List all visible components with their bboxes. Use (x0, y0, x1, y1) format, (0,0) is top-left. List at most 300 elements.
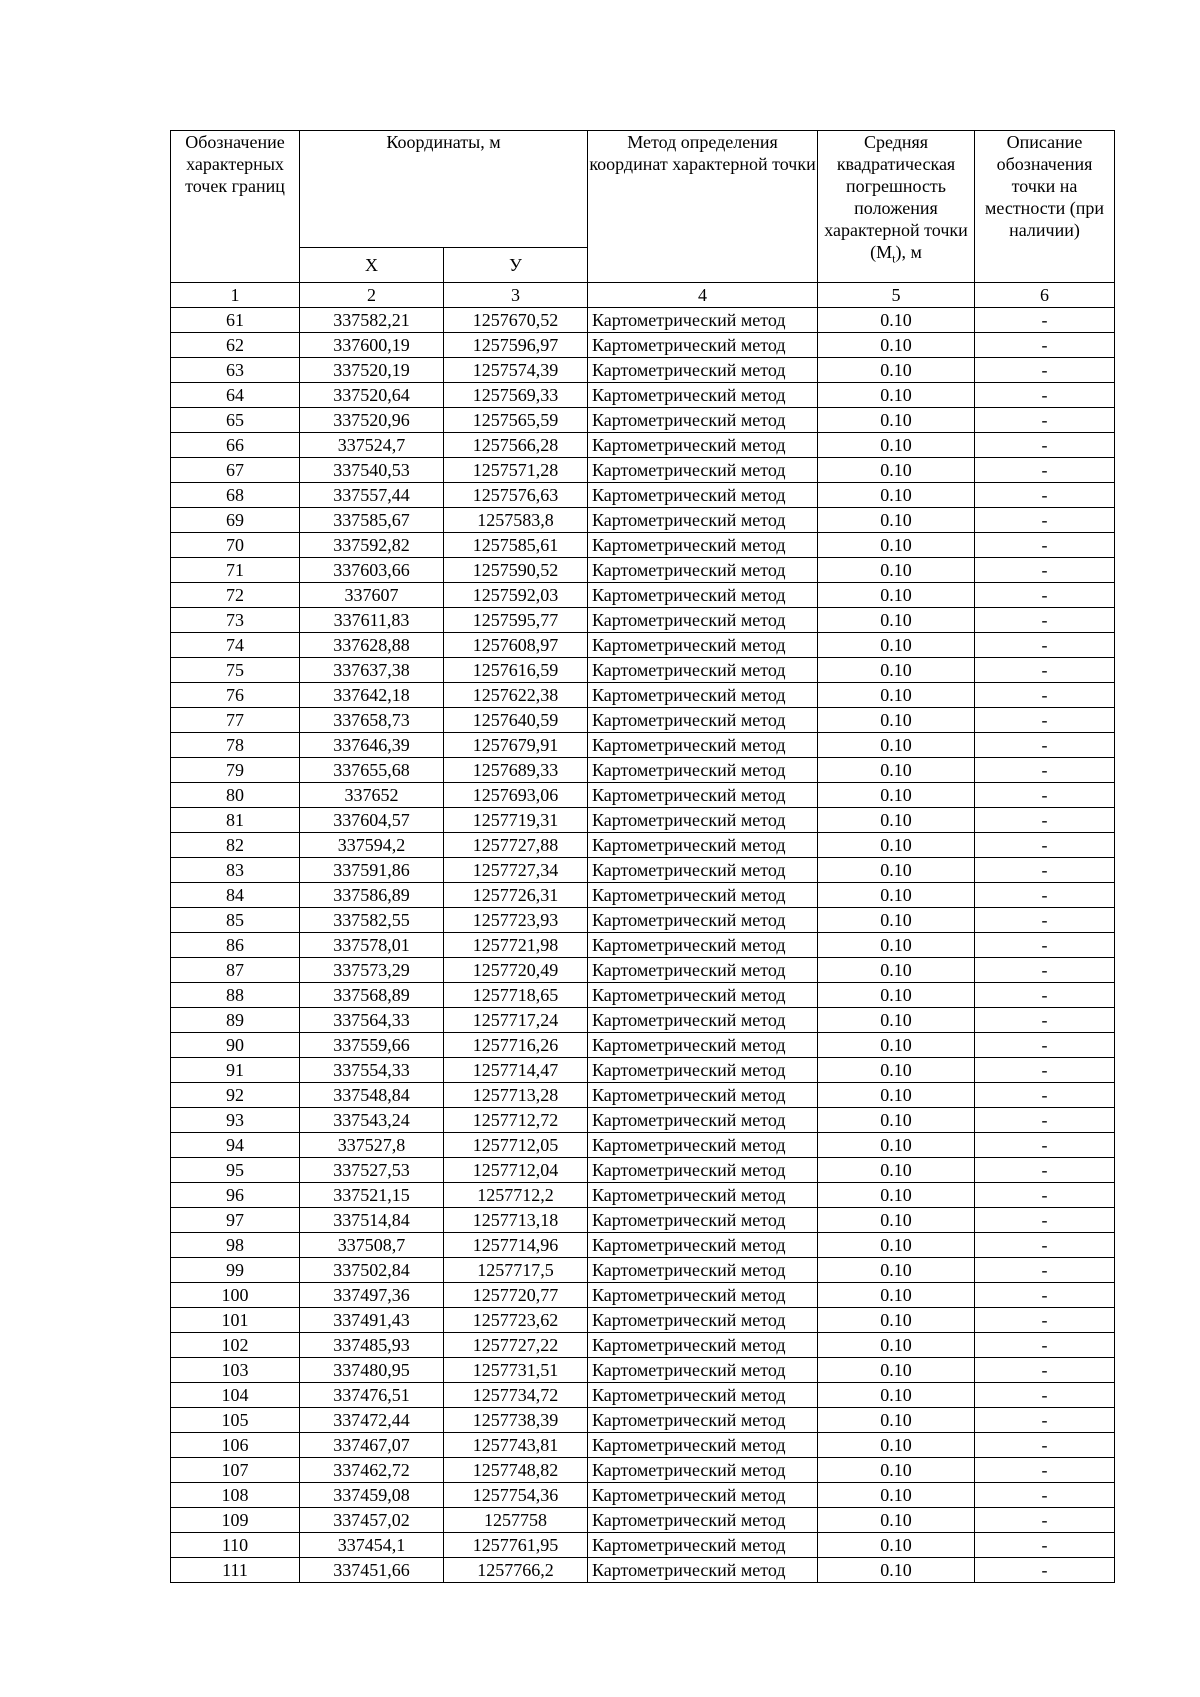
point-number-cell: 91 (171, 1058, 300, 1083)
point-number-cell: 103 (171, 1358, 300, 1383)
table-row (171, 483, 1115, 508)
error-cell: 0.10 (818, 1383, 975, 1408)
error-cell: 0.10 (818, 808, 975, 833)
error-cell: 0.10 (818, 908, 975, 933)
point-number-cell: 105 (171, 1408, 300, 1433)
x-coordinate-cell: 337578,01 (300, 933, 444, 958)
point-number-cell: 81 (171, 808, 300, 833)
error-cell: 0.10 (818, 758, 975, 783)
y-coordinate-cell: 1257571,28 (444, 458, 588, 483)
y-coordinate-cell: 1257738,39 (444, 1408, 588, 1433)
description-cell: - (975, 983, 1115, 1008)
y-coordinate-cell: 1257712,04 (444, 1158, 588, 1183)
x-coordinate-cell: 337607 (300, 583, 444, 608)
y-coordinate-cell: 1257713,28 (444, 1083, 588, 1108)
method-cell: Картометрический метод (588, 883, 818, 908)
method-cell: Картометрический метод (588, 1158, 818, 1183)
description-cell: - (975, 883, 1115, 908)
description-cell: - (975, 933, 1115, 958)
description-cell: - (975, 408, 1115, 433)
y-coordinate-cell: 1257714,96 (444, 1233, 588, 1258)
method-cell: Картометрический метод (588, 1333, 818, 1358)
error-cell: 0.10 (818, 858, 975, 883)
method-cell: Картометрический метод (588, 1008, 818, 1033)
description-cell: - (975, 708, 1115, 733)
y-coordinate-cell: 1257712,05 (444, 1133, 588, 1158)
error-cell: 0.10 (818, 733, 975, 758)
method-cell: Картометрический метод (588, 358, 818, 383)
description-cell: - (975, 1158, 1115, 1183)
y-coordinate-cell: 1257717,24 (444, 1008, 588, 1033)
method-cell: Картометрический метод (588, 333, 818, 358)
table-row (171, 1408, 1115, 1433)
description-cell: - (975, 433, 1115, 458)
table-row (171, 308, 1115, 333)
error-cell: 0.10 (818, 683, 975, 708)
y-coordinate-cell: 1257569,33 (444, 383, 588, 408)
point-number-cell: 61 (171, 308, 300, 333)
table-row (171, 658, 1115, 683)
point-number-cell: 82 (171, 833, 300, 858)
error-cell: 0.10 (818, 783, 975, 808)
y-coordinate-cell: 1257743,81 (444, 1433, 588, 1458)
y-coordinate-cell: 1257719,31 (444, 808, 588, 833)
table-row (171, 533, 1115, 558)
x-coordinate-cell: 337502,84 (300, 1258, 444, 1283)
method-cell: Картометрический метод (588, 1358, 818, 1383)
description-cell: - (975, 1058, 1115, 1083)
method-cell: Картометрический метод (588, 758, 818, 783)
error-cell: 0.10 (818, 1183, 975, 1208)
x-coordinate-cell: 337611,83 (300, 608, 444, 633)
column-number: 4 (588, 283, 818, 308)
y-coordinate-cell: 1257726,31 (444, 883, 588, 908)
y-coordinate-cell: 1257679,91 (444, 733, 588, 758)
x-coordinate-cell: 337454,1 (300, 1533, 444, 1558)
method-cell: Картометрический метод (588, 633, 818, 658)
point-number-cell: 92 (171, 1083, 300, 1108)
point-number-cell: 73 (171, 608, 300, 633)
error-cell: 0.10 (818, 983, 975, 1008)
method-cell: Картометрический метод (588, 1258, 818, 1283)
table-row (171, 883, 1115, 908)
error-cell: 0.10 (818, 1408, 975, 1433)
description-cell: - (975, 1408, 1115, 1433)
point-number-cell: 98 (171, 1233, 300, 1258)
error-cell: 0.10 (818, 958, 975, 983)
table-row (171, 1508, 1115, 1533)
method-cell: Картометрический метод (588, 658, 818, 683)
description-cell: - (975, 1383, 1115, 1408)
error-cell: 0.10 (818, 558, 975, 583)
method-cell: Картометрический метод (588, 708, 818, 733)
y-coordinate-cell: 1257720,77 (444, 1283, 588, 1308)
method-cell: Картометрический метод (588, 858, 818, 883)
error-cell: 0.10 (818, 1133, 975, 1158)
error-cell: 0.10 (818, 458, 975, 483)
x-coordinate-cell: 337557,44 (300, 483, 444, 508)
error-cell: 0.10 (818, 1083, 975, 1108)
y-coordinate-cell: 1257583,8 (444, 508, 588, 533)
error-cell: 0.10 (818, 833, 975, 858)
y-coordinate-cell: 1257713,18 (444, 1208, 588, 1233)
method-cell: Картометрический метод (588, 1058, 818, 1083)
table-row (171, 683, 1115, 708)
error-cell: 0.10 (818, 1033, 975, 1058)
error-cell: 0.10 (818, 408, 975, 433)
point-number-cell: 111 (171, 1558, 300, 1583)
error-cell: 0.10 (818, 1308, 975, 1333)
error-cell: 0.10 (818, 483, 975, 508)
x-coordinate-cell: 337472,44 (300, 1408, 444, 1433)
y-coordinate-cell: 1257727,34 (444, 858, 588, 883)
point-number-cell: 108 (171, 1483, 300, 1508)
description-cell: - (975, 1333, 1115, 1358)
header-x: Х (300, 248, 444, 283)
table-row (171, 1258, 1115, 1283)
error-cell: 0.10 (818, 1208, 975, 1233)
error-cell: 0.10 (818, 633, 975, 658)
error-cell: 0.10 (818, 533, 975, 558)
point-number-cell: 74 (171, 633, 300, 658)
method-cell: Картометрический метод (588, 908, 818, 933)
table-row (171, 1458, 1115, 1483)
method-cell: Картометрический метод (588, 308, 818, 333)
method-cell: Картометрический метод (588, 983, 818, 1008)
error-cell: 0.10 (818, 583, 975, 608)
description-cell: - (975, 733, 1115, 758)
description-cell: - (975, 1208, 1115, 1233)
table-row (171, 633, 1115, 658)
y-coordinate-cell: 1257718,65 (444, 983, 588, 1008)
table-row (171, 758, 1115, 783)
point-number-cell: 95 (171, 1158, 300, 1183)
method-cell: Картометрический метод (588, 833, 818, 858)
description-cell: - (975, 1558, 1115, 1583)
method-cell: Картометрический метод (588, 408, 818, 433)
boundary-points-table (170, 130, 1115, 1583)
column-number: 1 (171, 283, 300, 308)
y-coordinate-cell: 1257727,88 (444, 833, 588, 858)
method-cell: Картометрический метод (588, 1133, 818, 1158)
x-coordinate-cell: 337585,67 (300, 508, 444, 533)
point-number-cell: 80 (171, 783, 300, 808)
point-number-cell: 89 (171, 1008, 300, 1033)
description-cell: - (975, 308, 1115, 333)
y-coordinate-cell: 1257608,97 (444, 633, 588, 658)
error-cell: 0.10 (818, 883, 975, 908)
method-cell: Картометрический метод (588, 508, 818, 533)
table-row (171, 933, 1115, 958)
table-row (171, 1083, 1115, 1108)
y-coordinate-cell: 1257758 (444, 1508, 588, 1533)
point-number-cell: 93 (171, 1108, 300, 1133)
x-coordinate-cell: 337485,93 (300, 1333, 444, 1358)
table-row (171, 1208, 1115, 1233)
x-coordinate-cell: 337527,53 (300, 1158, 444, 1183)
point-number-cell: 72 (171, 583, 300, 608)
y-coordinate-cell: 1257712,2 (444, 1183, 588, 1208)
error-cell: 0.10 (818, 333, 975, 358)
description-cell: - (975, 1258, 1115, 1283)
y-coordinate-cell: 1257622,38 (444, 683, 588, 708)
description-cell: - (975, 908, 1115, 933)
table-row (171, 433, 1115, 458)
error-cell: 0.10 (818, 1233, 975, 1258)
y-coordinate-cell: 1257731,51 (444, 1358, 588, 1383)
point-number-cell: 107 (171, 1458, 300, 1483)
point-number-cell: 76 (171, 683, 300, 708)
point-number-cell: 83 (171, 858, 300, 883)
point-number-cell: 94 (171, 1133, 300, 1158)
description-cell: - (975, 1133, 1115, 1158)
description-cell: - (975, 508, 1115, 533)
x-coordinate-cell: 337497,36 (300, 1283, 444, 1308)
table-row (171, 1358, 1115, 1383)
point-number-cell: 106 (171, 1433, 300, 1458)
table-row (171, 1033, 1115, 1058)
table-row (171, 1108, 1115, 1133)
description-cell: - (975, 458, 1115, 483)
x-coordinate-cell: 337603,66 (300, 558, 444, 583)
error-cell: 0.10 (818, 708, 975, 733)
point-number-cell: 97 (171, 1208, 300, 1233)
table-row (171, 383, 1115, 408)
x-coordinate-cell: 337658,73 (300, 708, 444, 733)
method-cell: Картометрический метод (588, 1233, 818, 1258)
y-coordinate-cell: 1257766,2 (444, 1558, 588, 1583)
x-coordinate-cell: 337548,84 (300, 1083, 444, 1108)
x-coordinate-cell: 337568,89 (300, 983, 444, 1008)
method-cell: Картометрический метод (588, 1433, 818, 1458)
point-number-cell: 96 (171, 1183, 300, 1208)
x-coordinate-cell: 337642,18 (300, 683, 444, 708)
description-cell: - (975, 783, 1115, 808)
point-number-cell: 67 (171, 458, 300, 483)
description-cell: - (975, 1083, 1115, 1108)
x-coordinate-cell: 337540,53 (300, 458, 444, 483)
x-coordinate-cell: 337600,19 (300, 333, 444, 358)
x-coordinate-cell: 337520,19 (300, 358, 444, 383)
point-number-cell: 65 (171, 408, 300, 433)
table-row (171, 1433, 1115, 1458)
table-row (171, 783, 1115, 808)
header-mean-square-error (818, 131, 975, 283)
x-coordinate-cell: 337520,96 (300, 408, 444, 433)
table-row (171, 458, 1115, 483)
point-number-cell: 69 (171, 508, 300, 533)
point-number-cell: 99 (171, 1258, 300, 1283)
error-cell: 0.10 (818, 433, 975, 458)
error-cell: 0.10 (818, 1058, 975, 1083)
description-cell: - (975, 1233, 1115, 1258)
description-cell: - (975, 858, 1115, 883)
x-coordinate-cell: 337655,68 (300, 758, 444, 783)
table-row (171, 1158, 1115, 1183)
table-row (171, 1558, 1115, 1583)
method-cell: Картометрический метод (588, 1383, 818, 1408)
method-cell: Картометрический метод (588, 533, 818, 558)
method-cell: Картометрический метод (588, 1283, 818, 1308)
point-number-cell: 100 (171, 1283, 300, 1308)
table-row (171, 1233, 1115, 1258)
x-coordinate-cell: 337573,29 (300, 958, 444, 983)
header-error-subscript: t (892, 251, 896, 266)
y-coordinate-cell: 1257596,97 (444, 333, 588, 358)
error-cell: 0.10 (818, 658, 975, 683)
method-cell: Картометрический метод (588, 808, 818, 833)
x-coordinate-cell: 337520,64 (300, 383, 444, 408)
y-coordinate-cell: 1257716,26 (444, 1033, 588, 1058)
column-number-row (171, 283, 1115, 308)
x-coordinate-cell: 337457,02 (300, 1508, 444, 1533)
method-cell: Картометрический метод (588, 1308, 818, 1333)
description-cell: - (975, 483, 1115, 508)
method-cell: Картометрический метод (588, 783, 818, 808)
x-coordinate-cell: 337521,15 (300, 1183, 444, 1208)
table-row (171, 983, 1115, 1008)
description-cell: - (975, 1033, 1115, 1058)
x-coordinate-cell: 337524,7 (300, 433, 444, 458)
x-coordinate-cell: 337514,84 (300, 1208, 444, 1233)
point-number-cell: 68 (171, 483, 300, 508)
description-cell: - (975, 583, 1115, 608)
y-coordinate-cell: 1257734,72 (444, 1383, 588, 1408)
description-cell: - (975, 533, 1115, 558)
y-coordinate-cell: 1257721,98 (444, 933, 588, 958)
y-coordinate-cell: 1257595,77 (444, 608, 588, 633)
point-number-cell: 85 (171, 908, 300, 933)
y-coordinate-cell: 1257761,95 (444, 1533, 588, 1558)
error-cell: 0.10 (818, 1533, 975, 1558)
column-number: 2 (300, 283, 444, 308)
x-coordinate-cell: 337591,86 (300, 858, 444, 883)
y-coordinate-cell: 1257693,06 (444, 783, 588, 808)
table-header (171, 131, 1115, 308)
x-coordinate-cell: 337628,88 (300, 633, 444, 658)
y-coordinate-cell: 1257723,93 (444, 908, 588, 933)
point-number-cell: 79 (171, 758, 300, 783)
method-cell: Картометрический метод (588, 933, 818, 958)
method-cell: Картометрический метод (588, 483, 818, 508)
error-cell: 0.10 (818, 508, 975, 533)
table-row (171, 1133, 1115, 1158)
description-cell: - (975, 608, 1115, 633)
header-point-designation: Обозначение характерных точек границ (171, 131, 300, 283)
error-cell: 0.10 (818, 1283, 975, 1308)
method-cell: Картометрический метод (588, 383, 818, 408)
x-coordinate-cell: 337543,24 (300, 1108, 444, 1133)
table-row (171, 333, 1115, 358)
table-row (171, 833, 1115, 858)
x-coordinate-cell: 337592,82 (300, 533, 444, 558)
error-cell: 0.10 (818, 1258, 975, 1283)
y-coordinate-cell: 1257640,59 (444, 708, 588, 733)
table-body (171, 308, 1115, 1583)
y-coordinate-cell: 1257670,52 (444, 308, 588, 333)
x-coordinate-cell: 337508,7 (300, 1233, 444, 1258)
table-row (171, 1533, 1115, 1558)
description-cell: - (975, 1183, 1115, 1208)
point-number-cell: 90 (171, 1033, 300, 1058)
y-coordinate-cell: 1257748,82 (444, 1458, 588, 1483)
table-row (171, 908, 1115, 933)
x-coordinate-cell: 337604,57 (300, 808, 444, 833)
method-cell: Картометрический метод (588, 1408, 818, 1433)
description-cell: - (975, 383, 1115, 408)
table-row (171, 1183, 1115, 1208)
error-cell: 0.10 (818, 358, 975, 383)
description-cell: - (975, 658, 1115, 683)
method-cell: Картометрический метод (588, 1533, 818, 1558)
error-cell: 0.10 (818, 1558, 975, 1583)
y-coordinate-cell: 1257754,36 (444, 1483, 588, 1508)
description-cell: - (975, 1458, 1115, 1483)
y-coordinate-cell: 1257714,47 (444, 1058, 588, 1083)
point-number-cell: 109 (171, 1508, 300, 1533)
point-number-cell: 64 (171, 383, 300, 408)
point-number-cell: 87 (171, 958, 300, 983)
x-coordinate-cell: 337467,07 (300, 1433, 444, 1458)
description-cell: - (975, 758, 1115, 783)
error-cell: 0.10 (818, 1333, 975, 1358)
point-number-cell: 70 (171, 533, 300, 558)
point-number-cell: 77 (171, 708, 300, 733)
method-cell: Картометрический метод (588, 1108, 818, 1133)
header-y: У (444, 248, 588, 283)
table-row (171, 1483, 1115, 1508)
y-coordinate-cell: 1257566,28 (444, 433, 588, 458)
method-cell: Картометрический метод (588, 1558, 818, 1583)
error-cell: 0.10 (818, 1108, 975, 1133)
method-cell: Картометрический метод (588, 733, 818, 758)
x-coordinate-cell: 337564,33 (300, 1008, 444, 1033)
y-coordinate-cell: 1257689,33 (444, 758, 588, 783)
x-coordinate-cell: 337646,39 (300, 733, 444, 758)
y-coordinate-cell: 1257590,52 (444, 558, 588, 583)
point-number-cell: 84 (171, 883, 300, 908)
x-coordinate-cell: 337451,66 (300, 1558, 444, 1583)
table-row (171, 1283, 1115, 1308)
description-cell: - (975, 1283, 1115, 1308)
method-cell: Картометрический метод (588, 1183, 818, 1208)
point-number-cell: 66 (171, 433, 300, 458)
table-row (171, 1383, 1115, 1408)
header-coordinates: Координаты, м (300, 131, 588, 248)
header-description: Описание обозначения точки на местности (при наличии) (975, 131, 1115, 283)
y-coordinate-cell: 1257727,22 (444, 1333, 588, 1358)
description-cell: - (975, 358, 1115, 383)
table-row (171, 1058, 1115, 1083)
method-cell: Картометрический метод (588, 1083, 818, 1108)
y-coordinate-cell: 1257592,03 (444, 583, 588, 608)
method-cell: Картометрический метод (588, 608, 818, 633)
error-cell: 0.10 (818, 308, 975, 333)
point-number-cell: 78 (171, 733, 300, 758)
description-cell: - (975, 958, 1115, 983)
error-cell: 0.10 (818, 933, 975, 958)
error-cell: 0.10 (818, 1008, 975, 1033)
description-cell: - (975, 633, 1115, 658)
y-coordinate-cell: 1257616,59 (444, 658, 588, 683)
y-coordinate-cell: 1257565,59 (444, 408, 588, 433)
table-row (171, 583, 1115, 608)
table-row (171, 1308, 1115, 1333)
description-cell: - (975, 558, 1115, 583)
column-number: 3 (444, 283, 588, 308)
x-coordinate-cell: 337480,95 (300, 1358, 444, 1383)
table-row (171, 958, 1115, 983)
